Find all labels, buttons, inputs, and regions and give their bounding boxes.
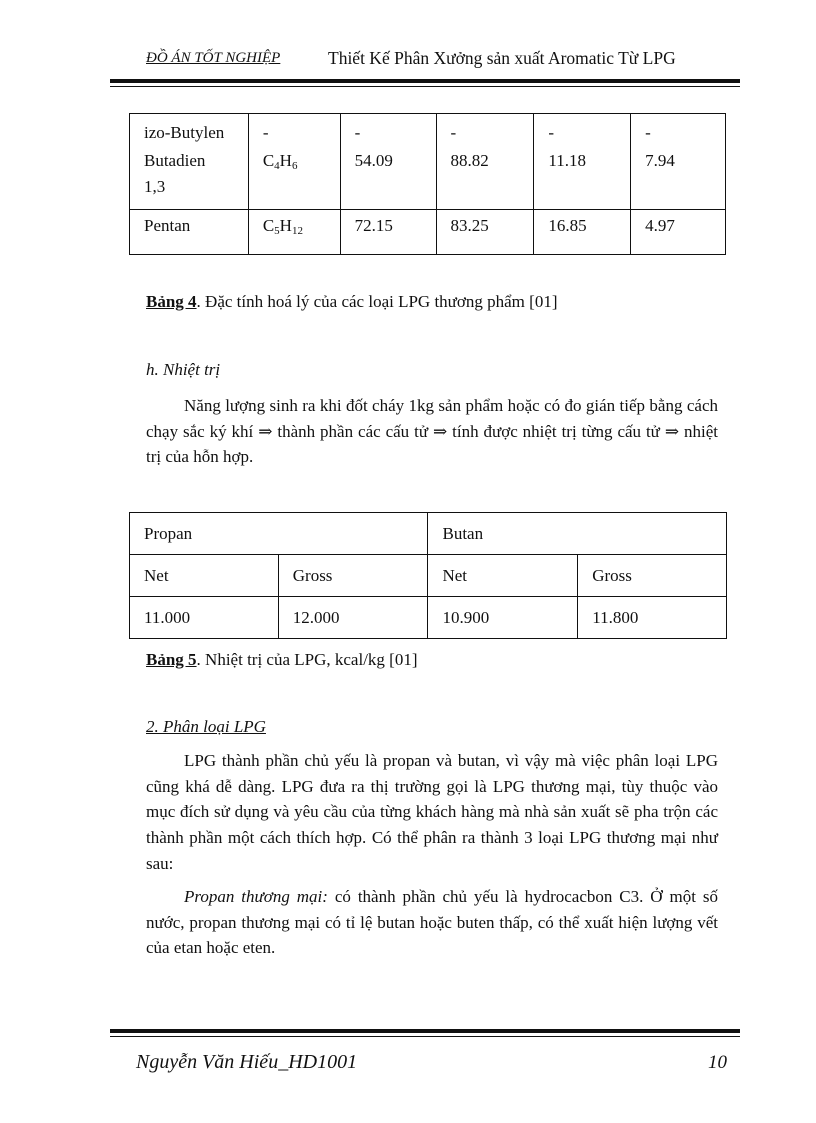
table-row — [130, 513, 727, 555]
table-cell: 16.85 — [534, 210, 631, 255]
table-cell: 72.15 — [340, 210, 436, 255]
table-row — [130, 597, 727, 639]
table-cell: 10.900 — [428, 597, 578, 639]
table-row — [130, 555, 727, 597]
section-2-paragraph-1: LPG thành phần chủ yếu là propan và butan, vì vậy mà việc phân loại LPG cũng khá dễ dàng. LPG đưa ra thị trường gọi là LPG thương mại, tùy thuộc vào mục đích sử dụng và yêu cầu của từng khách hàng mà nhà sản xuất sẽ pha trộn các thành phần một cách thích hợp. Có thể phân ra thành 3 loại LPG thương mại như sau: — [146, 751, 718, 873]
footer-rule-thick — [110, 1029, 740, 1033]
table-cell: Net — [130, 555, 279, 597]
footer-rule-thin — [110, 1036, 740, 1037]
table-cell: izo-Butylen Butadien 1,3 — [130, 114, 249, 210]
table-5 — [129, 512, 727, 639]
table-cell: Net — [428, 555, 578, 597]
table-cell: - $C_4H_6$ — [248, 114, 340, 210]
table-cell: Propan — [130, 513, 428, 555]
formula-c4h6: $C_4H_6$ — [262, 151, 298, 172]
implies-symbol: ⇒ — [664, 421, 680, 441]
table-cell: - 7.94 — [631, 114, 726, 210]
table-cell: 83.25 — [436, 210, 534, 255]
section-2-paragraph-2: Propan thương mại: có thành phần chủ yếu là hydrocacbon C3. Ở một số nước, propan thương mại có tỉ lệ butan hoặc buten thấp, có thể xuất hiện lượng vết của etan hoặc eten. — [146, 887, 718, 958]
section-h-paragraph: Năng lượng sinh ra khi đốt cháy 1kg sản phẩm hoặc có đo gián tiếp bằng cách chạy sắc ký khí ⇒ thành phần các cấu tử ⇒ tính được nhiệt trị từng cấu tử ⇒ nhiệt trị của hỗn hợp. — [146, 396, 718, 467]
section-h-title: h. Nhiệt trị — [146, 360, 221, 379]
header-rule-thick — [110, 79, 740, 83]
table-4-caption: Bảng 4. Đặc tính hoá lý của các loại LPG thương phẩm [01] — [146, 292, 558, 311]
table-cell: Gross — [578, 555, 727, 597]
implies-symbol: ⇒ — [258, 421, 273, 441]
implies-symbol: ⇒ — [432, 421, 448, 441]
table-cell — [248, 210, 340, 255]
table-cell: Gross — [278, 555, 428, 597]
formula-c5h12: $C_5H_{12}$ — [262, 216, 303, 237]
table-cell: 12.000 — [278, 597, 428, 639]
table-cell: Butan — [428, 513, 727, 555]
table-row — [130, 210, 726, 255]
table-row — [130, 114, 726, 210]
table-cell: 4.97 — [631, 210, 726, 255]
section-2-title: 2. Phân loại LPG — [146, 717, 266, 736]
header-rule-thin — [110, 86, 740, 87]
page-number: 10 — [708, 1052, 727, 1073]
table-cell: - 88.82 — [436, 114, 534, 210]
table-cell: Pentan — [130, 210, 249, 255]
table-cell: - 54.09 — [340, 114, 436, 210]
header-title-left: ĐỒ ÁN TỐT NGHIỆP — [146, 50, 281, 66]
header-title-right: Thiết Kế Phân Xưởng sản xuất Aromatic Từ LPG — [328, 48, 676, 68]
table-5-caption: Bảng 5. Nhiệt trị của LPG, kcal/kg [01] — [146, 650, 418, 669]
table-cell: - 11.18 — [534, 114, 631, 210]
table-cell: 11.000 — [130, 597, 279, 639]
footer-author: Nguyễn Văn Hiếu_HD1001 — [136, 1051, 358, 1073]
table-4 — [129, 113, 726, 255]
table-cell: 11.800 — [578, 597, 727, 639]
